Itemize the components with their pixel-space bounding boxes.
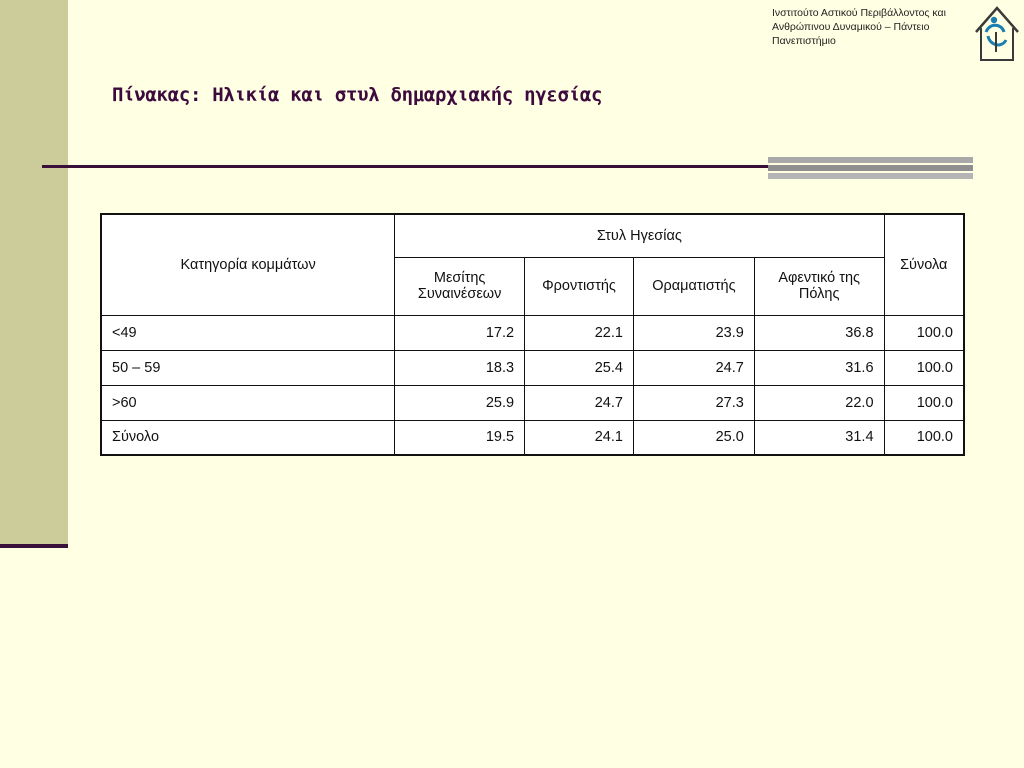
title-divider	[42, 165, 770, 168]
totals-header: Σύνολα	[884, 214, 964, 315]
leadership-style-table	[100, 213, 965, 456]
table-cell: 23.9	[633, 315, 754, 350]
table-cell: 22.1	[525, 315, 634, 350]
table-cell: 24.1	[525, 420, 634, 455]
subheader-city-boss: Αφεντικό της Πόλης	[754, 257, 884, 315]
row-label: Σύνολο	[101, 420, 395, 455]
table-cell: 19.5	[395, 420, 525, 455]
table-cell: 24.7	[633, 350, 754, 385]
left-band-underline	[0, 544, 68, 548]
table-cell: 27.3	[633, 385, 754, 420]
table-cell: 25.9	[395, 385, 525, 420]
table-cell: 24.7	[525, 385, 634, 420]
row-total: 100.0	[884, 420, 964, 455]
table-cell: 31.6	[754, 350, 884, 385]
institute-name: Ινστιτούτο Αστικού Περιβάλλοντος και Ανθρώπινου Δυναμικού – Πάντειο Πανεπιστήμιο	[772, 7, 946, 47]
slide-title: Πίνακας: Ηλικία και στυλ δημαρχιακής ηγεσίας	[112, 84, 603, 106]
table-row	[101, 385, 964, 420]
subheader-consensus-broker: Μεσίτης Συναινέσεων	[395, 257, 525, 315]
table-cell: 36.8	[754, 315, 884, 350]
row-label: >60	[101, 385, 395, 420]
row-label: <49	[101, 315, 395, 350]
table-header-row	[101, 214, 964, 257]
table-cell: 31.4	[754, 420, 884, 455]
institute-logo-icon	[972, 2, 1022, 64]
row-label: 50 – 59	[101, 350, 395, 385]
category-header: Κατηγορία κομμάτων	[101, 214, 395, 315]
row-total: 100.0	[884, 350, 964, 385]
left-decorative-band	[0, 0, 68, 544]
title-divider-grey-block	[768, 157, 973, 179]
table-row	[101, 350, 964, 385]
table-row	[101, 315, 964, 350]
leadership-style-header: Στυλ Ηγεσίας	[395, 214, 884, 257]
table-cell: 17.2	[395, 315, 525, 350]
table-cell: 22.0	[754, 385, 884, 420]
row-total: 100.0	[884, 315, 964, 350]
subheader-caretaker: Φροντιστής	[525, 257, 634, 315]
table-cell: 18.3	[395, 350, 525, 385]
table-cell: 25.4	[525, 350, 634, 385]
row-total: 100.0	[884, 385, 964, 420]
table-cell: 25.0	[633, 420, 754, 455]
table-row	[101, 420, 964, 455]
subheader-visionary: Οραματιστής	[633, 257, 754, 315]
